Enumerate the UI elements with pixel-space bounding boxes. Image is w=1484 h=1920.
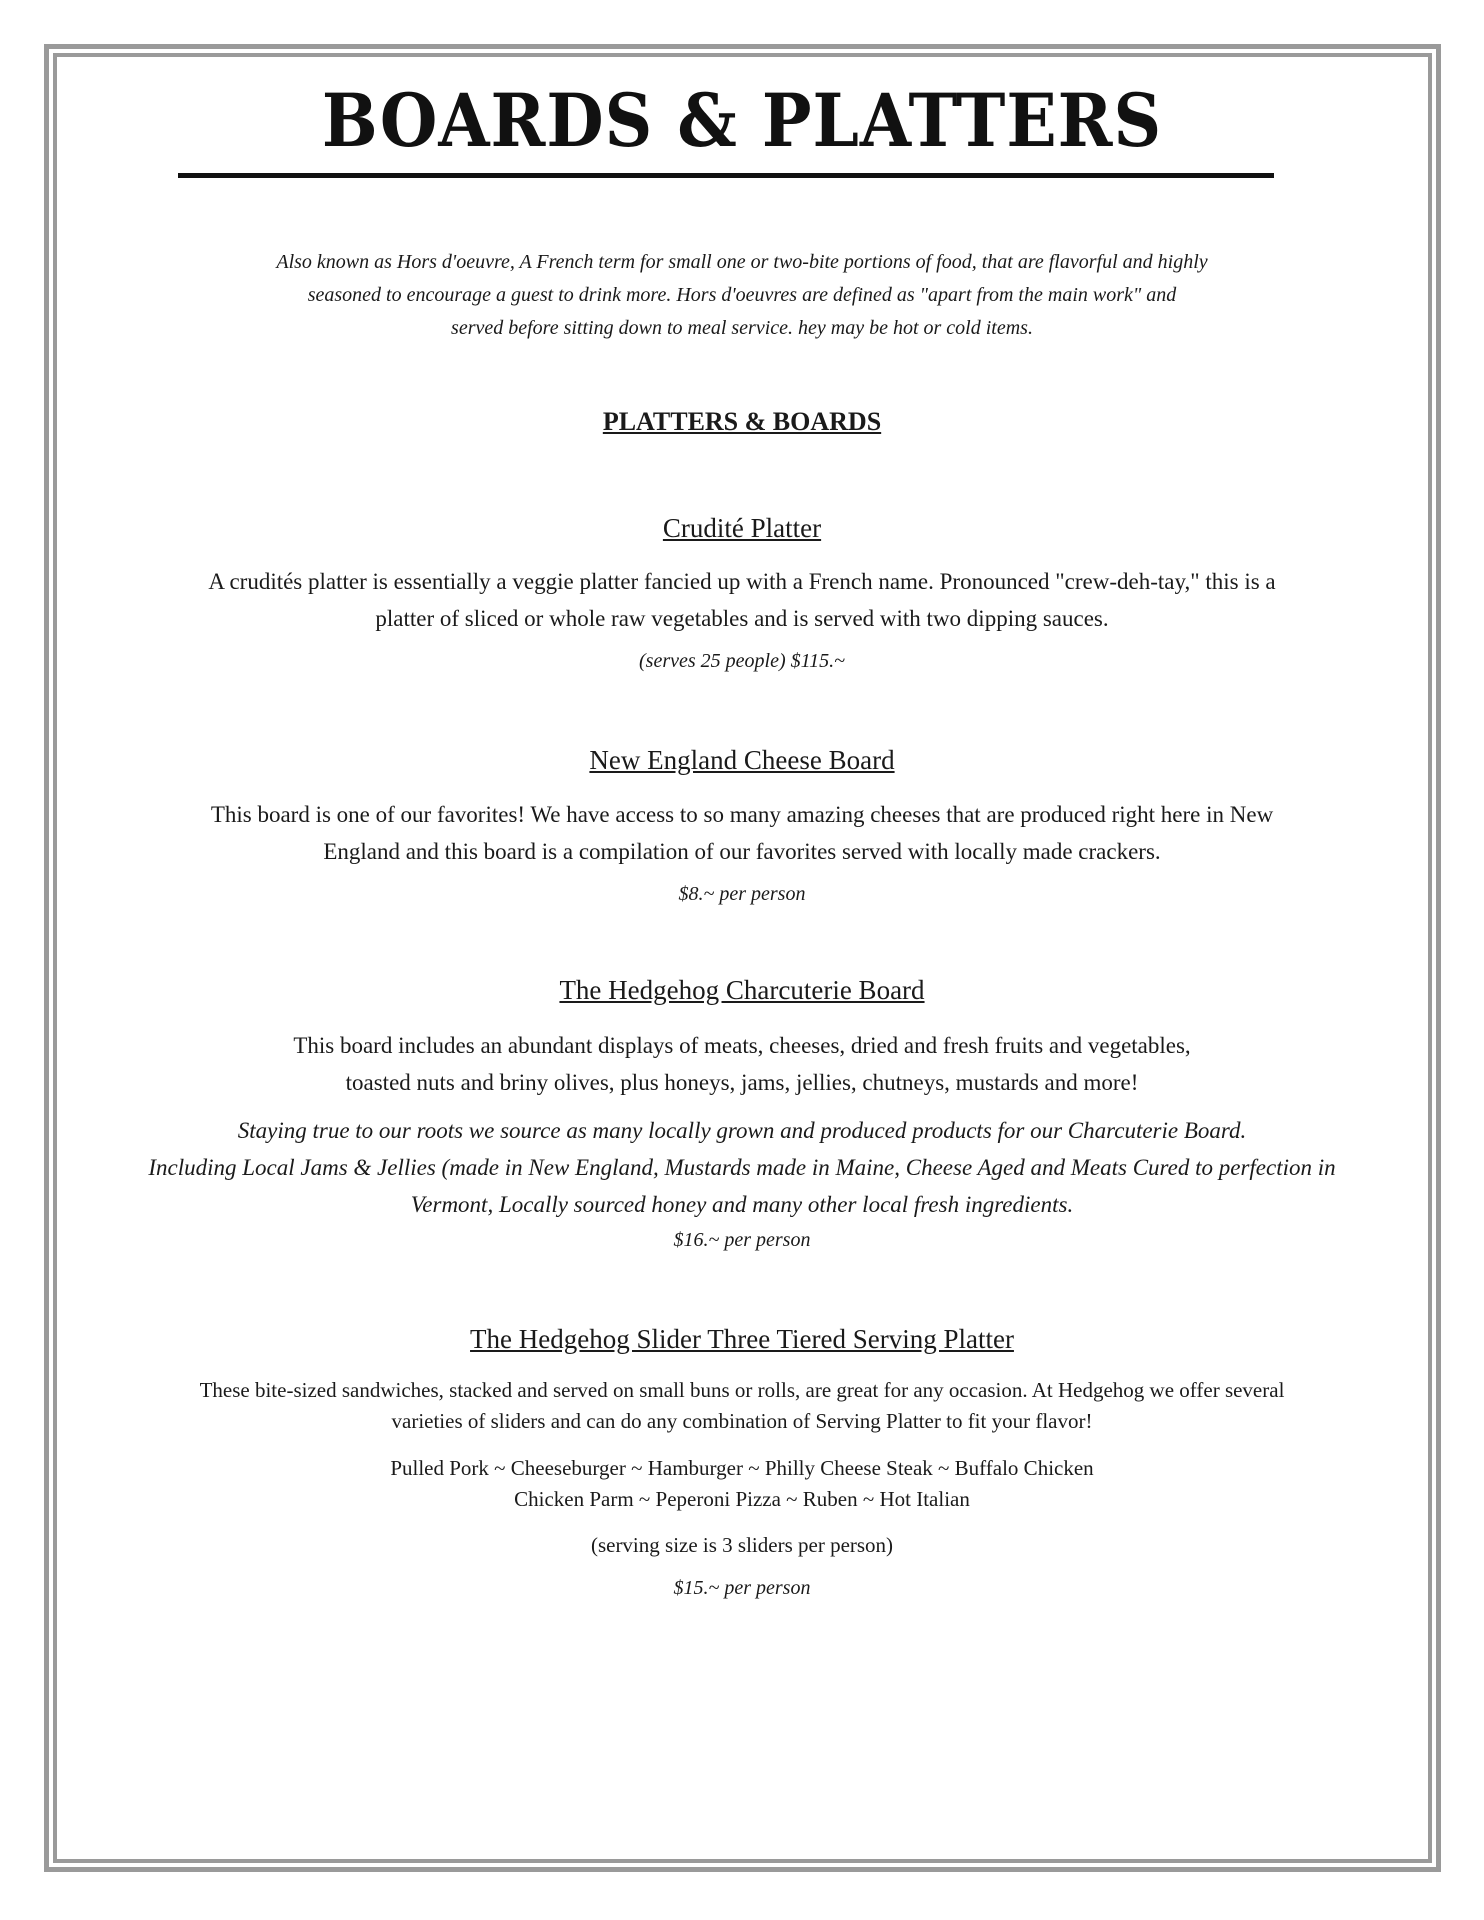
item-description [60, 796, 1424, 870]
item-title: Crudité Platter [662, 513, 822, 543]
title-divider [178, 173, 1274, 178]
section-heading: PLATTERS & BOARDS [602, 407, 882, 436]
item-note [60, 1112, 1424, 1223]
serving-size: (serving size is 3 sliders per person) [590, 1533, 894, 1557]
description-line: England and this board is a compilation of our favorites served with locally made crackers. [323, 839, 1161, 864]
item-title: New England Cheese Board [589, 745, 895, 775]
description-line: varieties of sliders and can do any combination of Serving Platter to fit your flavor! [391, 1409, 1093, 1433]
description-line: This board includes an abundant displays of meats, cheeses, dried and fresh fruits and vegetables, [293, 1033, 1191, 1058]
options-line: Chicken Parm ~ Peperoni Pizza ~ Ruben ~ Hot Italian [514, 1487, 970, 1511]
description-line: platter of sliced or whole raw vegetables and is served with two dipping sauces. [375, 606, 1109, 631]
intro-line: seasoned to encourage a guest to drink more. Hors d'oeuvres are defined as "apart from the main work" and [307, 284, 1177, 306]
item-description [60, 1027, 1424, 1101]
description-line: toasted nuts and briny olives, plus honeys, jams, jellies, chutneys, mustards and more! [345, 1070, 1139, 1095]
note-line: Vermont, Locally sourced honey and many other local fresh ingredients. [410, 1192, 1074, 1217]
item-title: The Hedgehog Slider Three Tiered Serving Platter [470, 1324, 1014, 1354]
description-line: This board is one of our favorites! We have access to so many amazing cheeses that are produced right here in New [210, 802, 1274, 827]
intro-line: Also known as Hors d'oeuvre, A French term for small one or two-bite portions of food, that are flavorful and highly [276, 251, 1208, 273]
item-description [60, 1375, 1424, 1437]
page-title: BOARDS & PLATTERS [321, 78, 1163, 164]
note-line: Including Local Jams & Jellies (made in New England, Mustards made in Maine, Cheese Aged and Meats Cured to perfection in [148, 1155, 1336, 1180]
item-price: $8.~ per person [678, 883, 806, 905]
options-line: Pulled Pork ~ Cheeseburger ~ Hamburger ~ Philly Cheese Steak ~ Buffalo Chicken [390, 1456, 1094, 1480]
intro-paragraph [60, 246, 1424, 345]
description-line: These bite-sized sandwiches, stacked and served on small buns or rolls, are great for any occasion. At Hedgehog we offer several [199, 1378, 1285, 1402]
item-title: The Hedgehog Charcuterie Board [559, 975, 925, 1005]
item-price: $15.~ per person [673, 1577, 811, 1599]
note-line: Staying true to our roots we source as many locally grown and produced products for our Charcuterie Board. [237, 1118, 1247, 1143]
description-line: A crudités platter is essentially a veggie platter fancied up with a French name. Pronounced "crew-deh-tay," this is a [208, 569, 1276, 594]
slider-options [60, 1453, 1424, 1515]
item-description [60, 563, 1424, 637]
item-price: $16.~ per person [673, 1229, 811, 1251]
intro-line: served before sitting down to meal service. hey may be hot or cold items. [451, 317, 1033, 339]
item-price: (serves 25 people) $115.~ [639, 650, 845, 672]
